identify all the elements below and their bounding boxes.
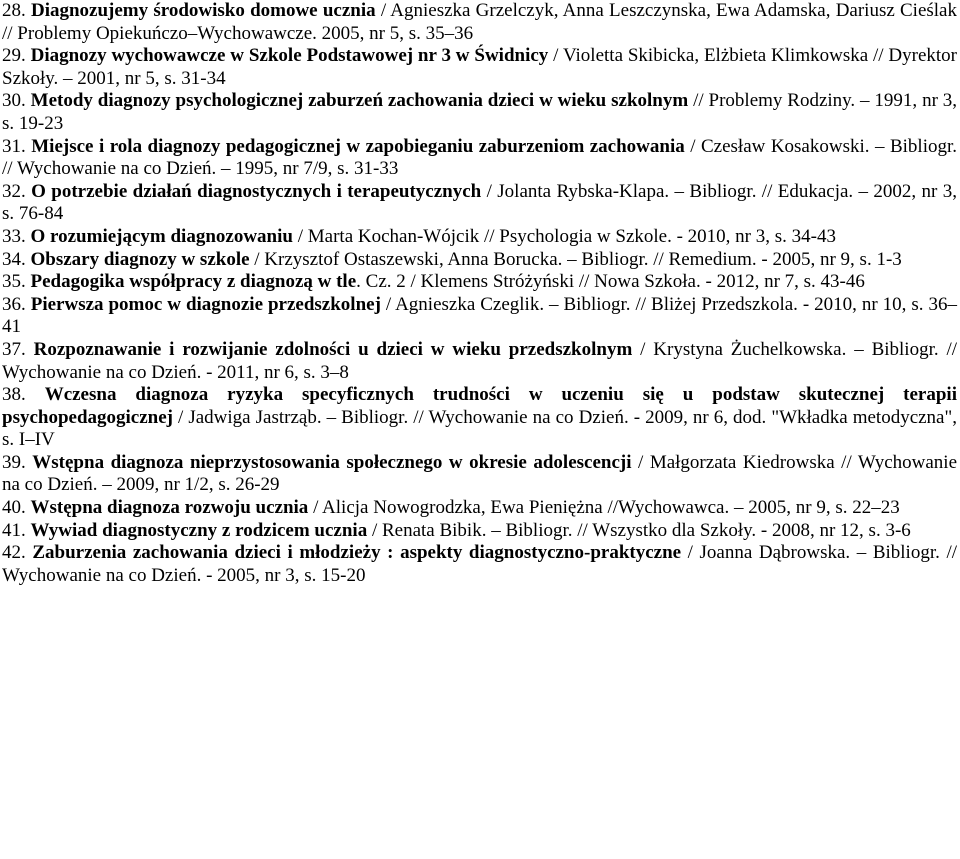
bibliography-entry bbox=[2, 0, 957, 45]
bibliography-entry bbox=[2, 542, 957, 587]
entry-title: Wywiad diagnostyczny z rodzicem ucznia bbox=[30, 519, 368, 541]
entry-title: O rozumiejącym diagnozowaniu bbox=[30, 225, 293, 247]
entry-title: Diagnozy wychowawcze w Szkole Podstawowej nr 3 w Świdnicy bbox=[30, 45, 549, 67]
bibliography-entry bbox=[2, 136, 957, 181]
entry-title: Metody diagnozy psychologicznej zaburzeń zachowania dzieci w wieku szkolnym bbox=[30, 90, 689, 112]
bibliography-entry bbox=[2, 294, 957, 339]
entry-title: Wstępna diagnoza rozwoju ucznia bbox=[30, 497, 309, 519]
entry-details: / Jolanta Rybska-Klapa. – Bibliogr. // Edukacja. – 2002, nr 3, s. 76-84 bbox=[2, 180, 958, 225]
entry-title: Diagnozujemy środowisko domowe ucznia bbox=[30, 0, 376, 21]
bibliography-entry bbox=[2, 271, 957, 294]
entry-title: Zaburzenia zachowania dzieci i młodzieży : aspekty diagnostyczno-praktyczne bbox=[32, 542, 682, 564]
entry-number: 30. bbox=[2, 90, 26, 112]
entry-title: O potrzebie działań diagnostycznych i terapeutycznych bbox=[31, 180, 482, 202]
entry-title: Rozpoznawanie i rozwijanie zdolności u dzieci w wieku przedszkolnym bbox=[33, 338, 633, 360]
entry-number: 41. bbox=[2, 519, 26, 541]
entry-details: / Agnieszka Grzelczyk, Anna Leszczynska, Ewa Adamska, Dariusz Cieślak // Problemy Opiekuńczo–Wychowawcze. 2005, nr 5, s. 35–36 bbox=[2, 0, 957, 44]
entry-details: / Krystyna Żuchelkowska. – Bibliogr. // Wychowanie na co Dzień. - 2011, nr 6, s. 3–8 bbox=[2, 338, 958, 383]
entry-number: 33. bbox=[2, 225, 26, 247]
entry-details: / Renata Bibik. – Bibliogr. // Wszystko dla Szkoły. - 2008, nr 12, s. 3-6 bbox=[367, 519, 911, 541]
entry-number: 38. bbox=[2, 384, 26, 406]
entry-details: . Cz. 2 / Klemens Stróżyński // Nowa Szkoła. - 2012, nr 7, s. 43-46 bbox=[356, 271, 865, 293]
bibliography-entry bbox=[2, 249, 957, 272]
entry-number: 28. bbox=[2, 0, 26, 21]
bibliography-entry bbox=[2, 520, 957, 543]
entry-number: 34. bbox=[2, 248, 26, 270]
entry-title: Miejsce i rola diagnozy pedagogicznej w zapobieganiu zaburzeniom zachowania bbox=[31, 135, 685, 157]
entry-number: 42. bbox=[2, 542, 26, 564]
bibliography-entry bbox=[2, 339, 957, 384]
entry-details: / Agnieszka Czeglik. – Bibliogr. // Bliżej Przedszkola. - 2010, nr 10, s. 36–41 bbox=[2, 293, 958, 338]
entry-details: / Violetta Skibicka, Elżbieta Klimkowska // Dyrektor Szkoły. – 2001, nr 5, s. 31-34 bbox=[2, 45, 958, 89]
entry-details: / Małgorzata Kiedrowska // Wychowanie na co Dzień. – 2009, nr 1/2, s. 26-29 bbox=[2, 451, 958, 496]
entry-number: 29. bbox=[2, 45, 26, 67]
entry-number: 37. bbox=[2, 338, 26, 360]
entry-title: Wczesna diagnoza ryzyka specyficznych trudności w uczeniu się u podstaw skutecznej terapii psychopedagogicznej bbox=[2, 384, 957, 428]
bibliography-entry bbox=[2, 452, 957, 497]
bibliography-entry bbox=[2, 226, 957, 249]
entry-title: Pedagogika współpracy z diagnozą w tle bbox=[30, 271, 357, 293]
entry-details: / Marta Kochan-Wójcik // Psychologia w Szkole. - 2010, nr 3, s. 34-43 bbox=[292, 225, 836, 247]
entry-details: / Alicja Nowogrodzka, Ewa Pieniężna //Wychowawca. – 2005, nr 9, s. 22–23 bbox=[308, 497, 900, 519]
entry-title: Obszary diagnozy w szkole bbox=[30, 248, 250, 270]
entry-number: 36. bbox=[2, 293, 26, 315]
entry-number: 31. bbox=[2, 135, 26, 157]
bibliography-entry bbox=[2, 384, 957, 452]
bibliography-entry bbox=[2, 181, 957, 226]
entry-details: / Czesław Kosakowski. – Bibliogr. // Wychowanie na co Dzień. – 1995, nr 7/9, s. 31-33 bbox=[2, 135, 957, 180]
entry-details: / Joanna Dąbrowska. – Bibliogr. // Wychowanie na co Dzień. - 2005, nr 3, s. 15-20 bbox=[2, 542, 957, 586]
entry-number: 35. bbox=[2, 271, 26, 293]
entry-number: 32. bbox=[2, 180, 26, 202]
entry-number: 40. bbox=[2, 497, 26, 519]
entry-number: 39. bbox=[2, 451, 26, 473]
entry-details: / Krzysztof Ostaszewski, Anna Borucka. – Bibliogr. // Remedium. - 2005, nr 9, s. 1-3 bbox=[249, 248, 902, 270]
entry-title: Pierwsza pomoc w diagnozie przedszkolnej bbox=[30, 293, 381, 315]
bibliography-entry bbox=[2, 497, 957, 520]
bibliography-entry bbox=[2, 45, 957, 90]
entry-details: // Problemy Rodziny. – 1991, nr 3, s. 19-23 bbox=[2, 90, 958, 134]
entry-details: / Jadwiga Jastrząb. – Bibliogr. // Wychowanie na co Dzień. - 2009, nr 6, dod. "Wkładka metodyczna", s. I–IV bbox=[2, 406, 957, 451]
bibliography-entry bbox=[2, 90, 957, 135]
entry-title: Wstępna diagnoza nieprzystosowania społecznego w okresie adolescencji bbox=[32, 451, 632, 473]
